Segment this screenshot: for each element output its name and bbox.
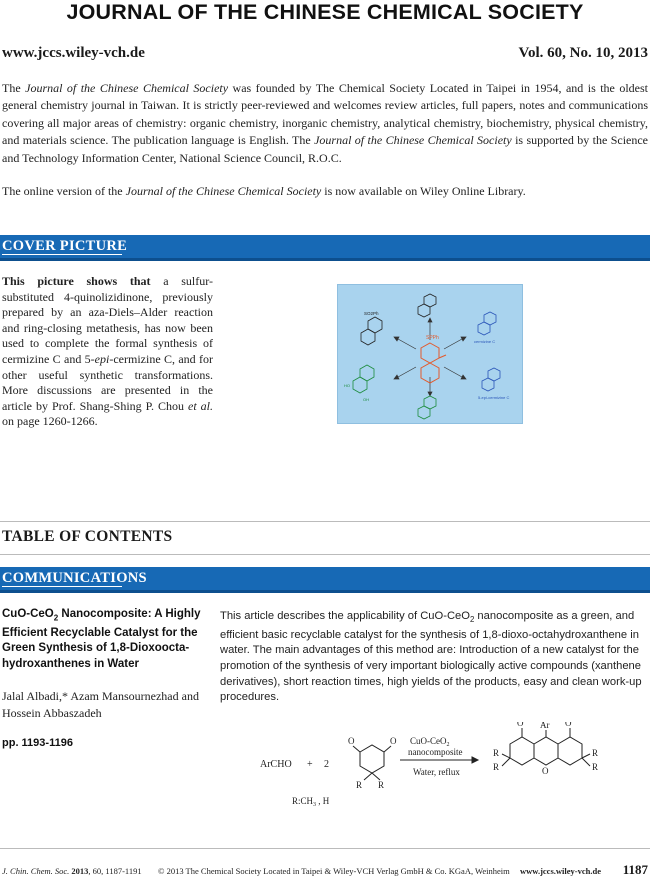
article-abstract: This article describes the applicability of CuO-CeO$_2$ nanocomposite as a green, and efficient basic recyclable catalyst for the synthesis of 1,8-dioxo-octahydroxanthene in water. The main advantages of this method are: Introduction of a new catalyst for the promotion of the synthesis of very important biologically active compounds (xanthene derivatives), short reaction times, high yields of the products, easy and clean work-up procedures. (220, 610, 642, 704)
reagent-aldehyde: ArCHO (260, 759, 292, 770)
cover-description: This picture shows that a sulfur-substituted 4-quinolizidinone, previously prepared by an aza-Diels–Alder reaction and ring-closing metathesis, has now been used to complete the formal synthesis of cermizine C and 5-epi-cermizine C, and for other useful synthetic transformations. More discussions are presented in the article by Prof. Shang-Shing P. Chou et al. on page 1260-1266. (2, 274, 214, 429)
plus-sign: + (307, 759, 313, 770)
cover-lead: This picture shows that (2, 274, 151, 288)
heading-underline (2, 586, 122, 587)
conditions-label: Water, reflux (413, 767, 460, 777)
journal-name: Journal of the Chinese Chemical Society (25, 81, 229, 95)
oxygen-label: O (390, 736, 397, 746)
article-pages[interactable]: pp. 1193-1196 (2, 737, 73, 749)
ho-label: HO (344, 383, 350, 388)
r-label: R (592, 748, 599, 758)
footer-rule (0, 848, 650, 849)
r-label: R (493, 762, 500, 772)
cover-picture-heading: COVER PICTURE (2, 238, 128, 254)
article-authors: Jalal Albadi,* Azam Mansournezhad and Hossein Abbaszadeh (2, 689, 199, 720)
oh-label: OH (363, 397, 369, 402)
cover-picture-band (0, 235, 650, 261)
cover-figure-structures (338, 285, 522, 423)
r-label: R (356, 780, 363, 790)
reaction-arrow (400, 757, 478, 763)
catalyst-label: CuO-CeO$_2$ (410, 736, 450, 748)
epi-cermizine-label: 5-epi-cermizine C (478, 395, 510, 400)
footer-website[interactable]: www.jccs.wiley-vch.de (520, 866, 601, 876)
heading-underline (2, 254, 122, 255)
rule (0, 521, 650, 522)
reaction-scheme (250, 722, 650, 837)
volume-issue: Vol. 60, No. 10, 2013 (518, 45, 648, 61)
intro-paragraph: The Journal of the Chinese Chemical Society was founded by The Chemical Society Located in Taipei in 1954, and is the oldest general chemistry journal in Taiwan. It is strictly peer-reviewed and welcomes review articles, full papers, notes and communications covering all major areas of chemistry: organic chemistry, inorganic chemistry, analytical chemistry, biochemistry, physical chemistry, and materials science. The publication language is English. The Journal of the Chinese Chemical Society is supported by the Science and Technology Information Center, National Science Council, R.O.C. (2, 81, 649, 165)
oxygen-label: O (565, 722, 572, 728)
reaction-scheme-svg (250, 722, 650, 837)
journal-name: Journal of the Chinese Chemical Society (125, 184, 322, 198)
page-number: 1187 (622, 862, 648, 877)
oxygen-label: O (348, 736, 355, 746)
cermizine-label: cermizine C (474, 339, 496, 344)
oxygen-label: O (517, 722, 524, 728)
catalyst-type-label: nanocomposite (408, 747, 463, 757)
journal-title: JOURNAL OF THE CHINESE CHEMICAL SOCIETY (66, 0, 584, 24)
footer-citation: J. Chin. Chem. Soc. 2013, 60, 1187-1191 (2, 866, 142, 876)
r-definition: $R:CH_3$ , H (292, 796, 330, 808)
aryl-label: Ar (540, 722, 550, 730)
rule (0, 554, 650, 555)
footer-copyright: © 2013 The Chemical Society Located in Taipei & Wiley-VCH Verlag GmbH & Co. KGaA, Weinheim (158, 866, 510, 876)
r-label: R (378, 780, 385, 790)
cover-figure (337, 284, 523, 424)
toc-heading: TABLE OF CONTENTS (2, 528, 173, 545)
journal-name: Journal of the Chinese Chemical Society (314, 133, 512, 148)
communications-heading: COMMUNICATIONS (2, 570, 147, 586)
spph-label: SPPh (426, 335, 439, 341)
sopph-label: SO2Ph (364, 311, 379, 316)
coefficient: 2 (324, 759, 329, 770)
r-label: R (592, 762, 599, 772)
r-label: R (493, 748, 500, 758)
communications-band (0, 567, 650, 593)
ring-oxygen-label: O (542, 766, 549, 776)
article-title[interactable]: CuO-CeO$_2$ Nanocomposite: A Highly Efficient Recyclable Catalyst for the Green Synthesis of 1,8-Dioxoocta-hydroxanthenes in Water (2, 608, 201, 671)
online-availability: The online version of the Journal of the Chinese Chemical Society is now available on Wiley Online Library. (2, 184, 526, 198)
journal-website[interactable]: www.jccs.wiley-vch.de (2, 45, 145, 61)
